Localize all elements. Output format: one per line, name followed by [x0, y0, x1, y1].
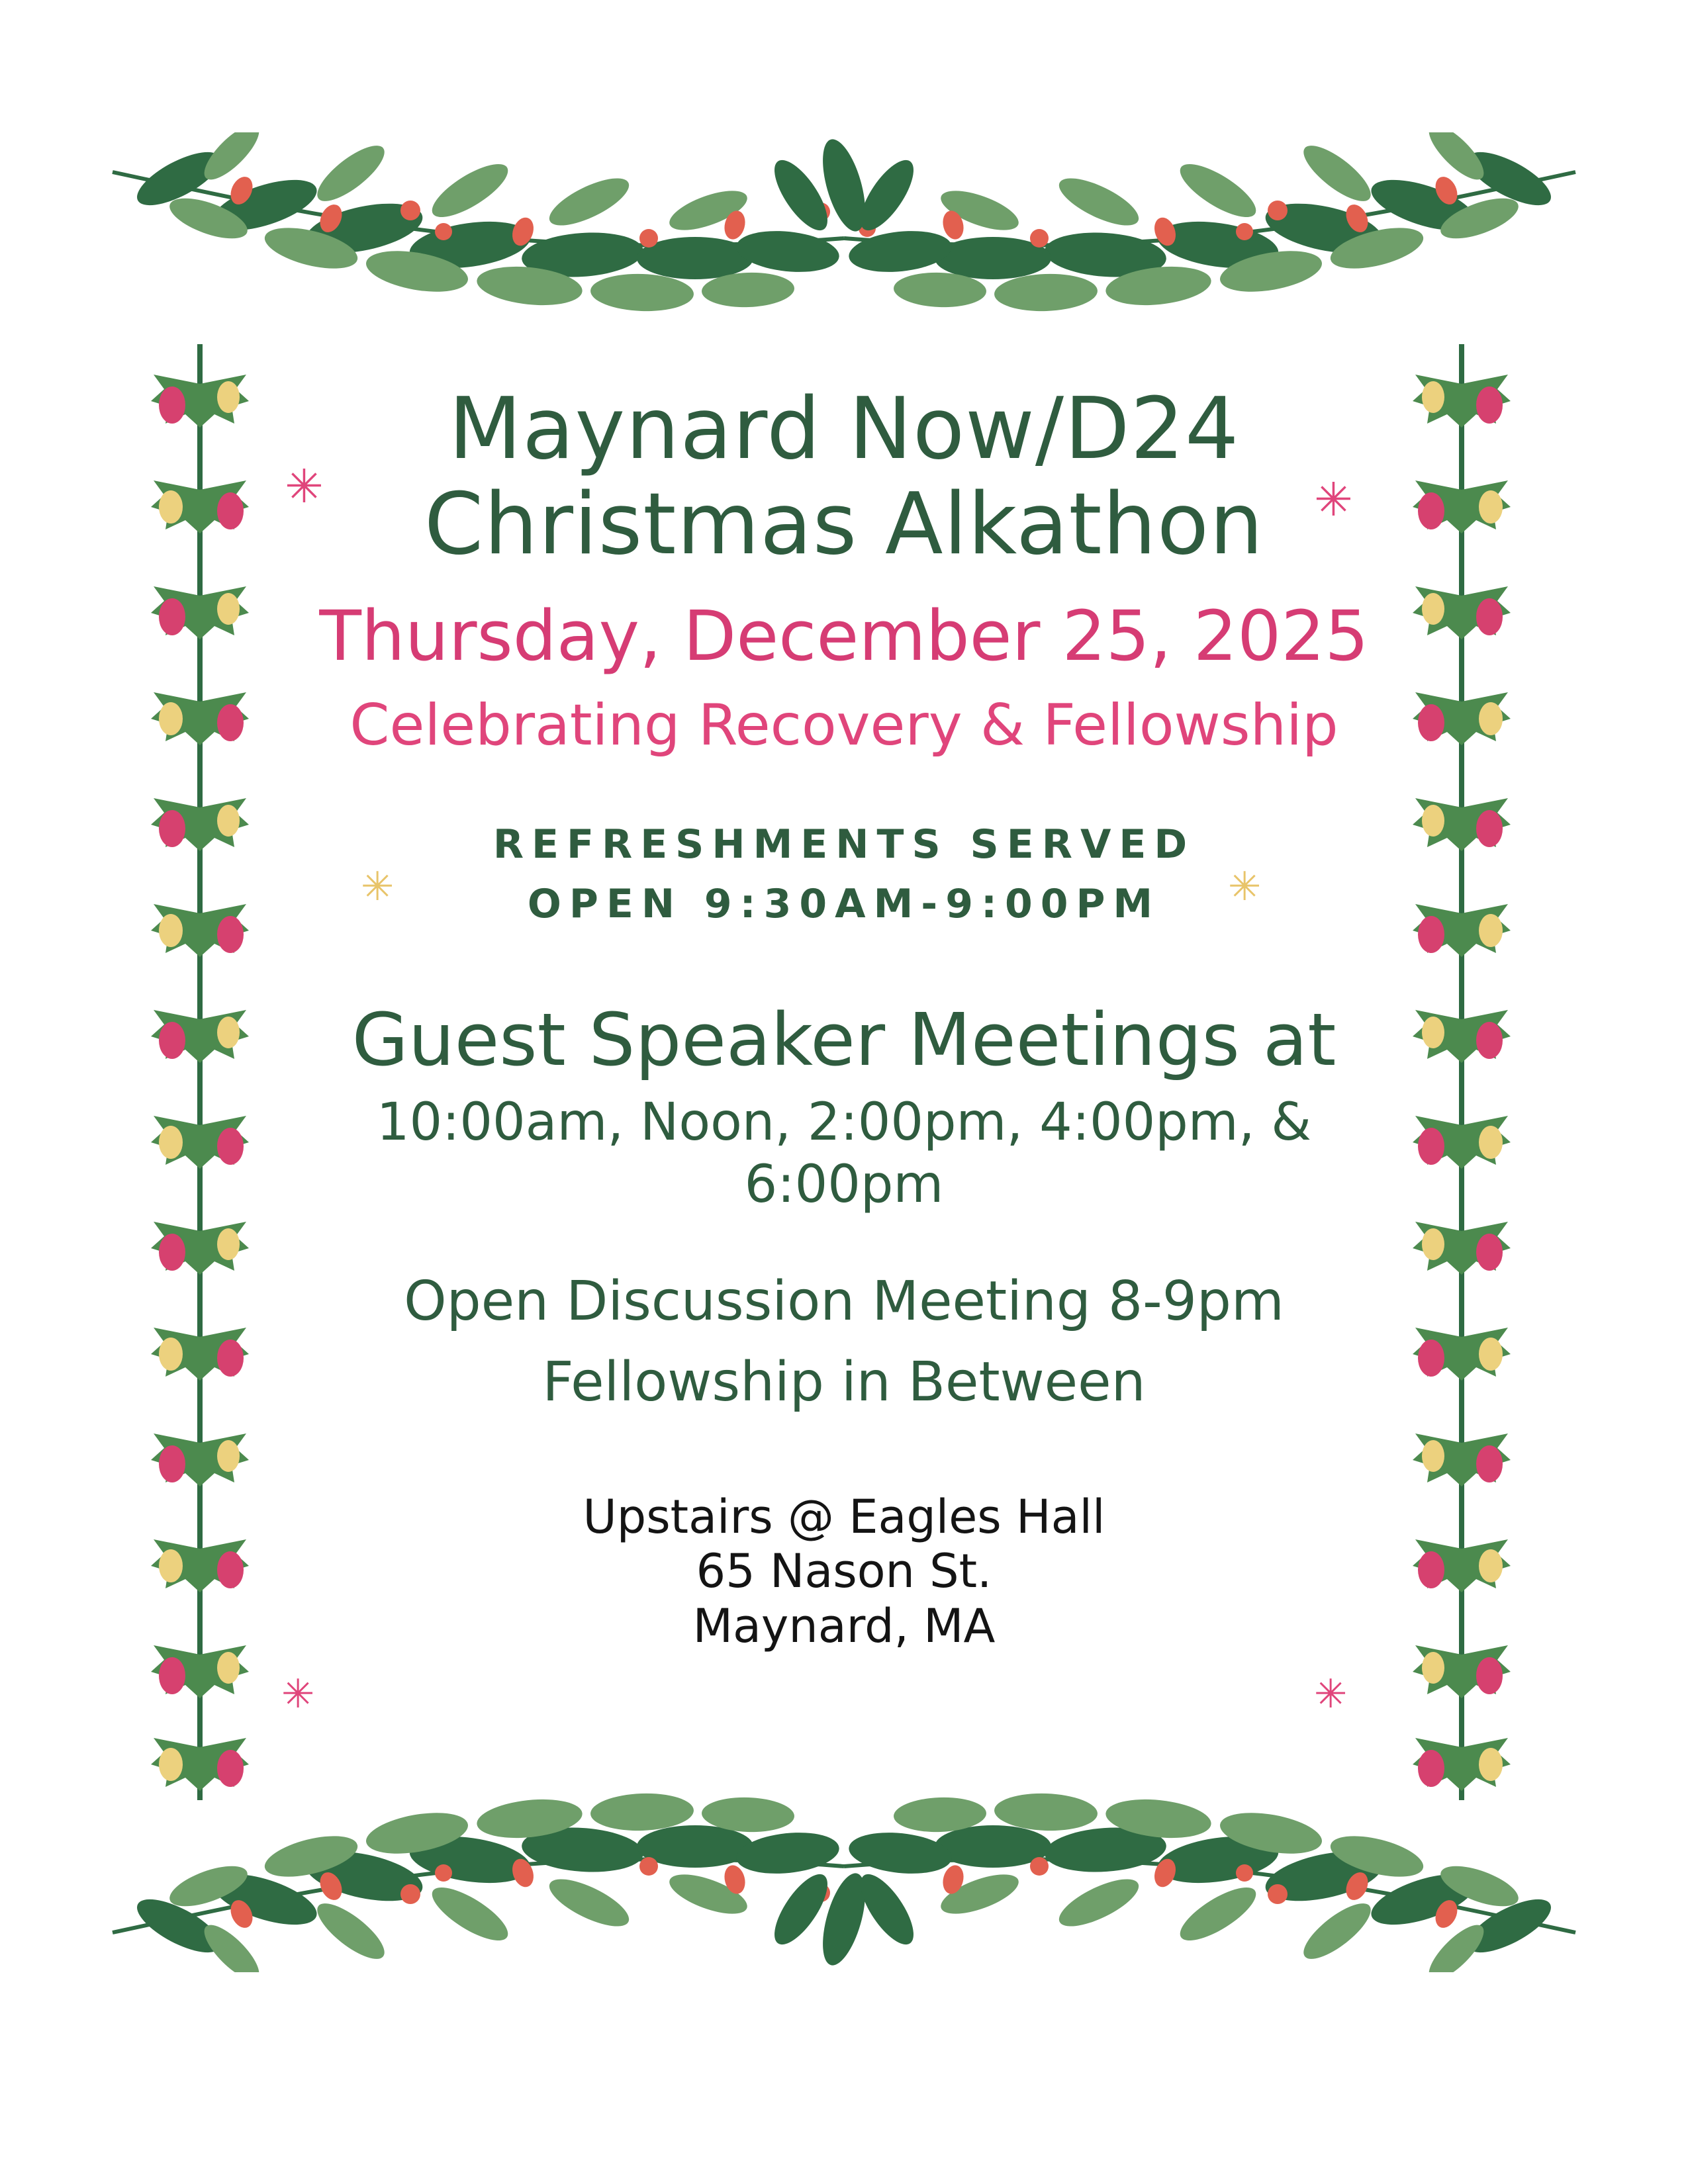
venue-street: 65 Nason St. — [696, 1544, 992, 1599]
details-caps-block — [278, 815, 1410, 934]
flyer-title-line-2: Christmas Alkathon — [424, 475, 1264, 574]
event-subtitle: Celebrating Recovery & Fellowship — [350, 692, 1338, 758]
speaker-meeting-times: 10:00am, Noon, 2:00pm, 4:00pm, & 6:00pm — [376, 1093, 1312, 1215]
fellowship-line: Fellowship in Between — [542, 1351, 1146, 1414]
sparkle-icon: ✳ — [1314, 473, 1353, 527]
flyer-text-content — [278, 380, 1410, 1653]
gold-sparkle-icon: ✳ — [1228, 864, 1262, 910]
left-holly-border — [139, 344, 258, 1800]
sparkle-icon: ✳ — [281, 1671, 315, 1717]
gold-sparkle-icon: ✳ — [361, 864, 395, 910]
sparkle-icon: ✳ — [1314, 1671, 1348, 1717]
flyer-title-line-1: Maynard Now/D24 — [448, 380, 1240, 478]
open-discussion-line: Open Discussion Meeting 8-9pm — [404, 1269, 1284, 1333]
venue-city-state: Maynard, MA — [692, 1598, 996, 1653]
speaker-meetings-heading: Guest Speaker Meetings at — [352, 997, 1336, 1083]
event-date: Thursday, December 25, 2025 — [319, 596, 1369, 677]
hours-line: OPEN 9:30AM-9:00PM — [527, 881, 1161, 928]
refreshments-line: REFRESHMENTS SERVED — [492, 821, 1196, 868]
bottom-floral-border — [99, 1734, 1589, 1972]
top-floral-border — [99, 132, 1589, 371]
venue-name: Upstairs @ Eagles Hall — [583, 1489, 1105, 1544]
sparkle-icon: ✳ — [285, 459, 324, 514]
right-holly-border — [1403, 344, 1523, 1800]
venue-block — [278, 1490, 1410, 1654]
